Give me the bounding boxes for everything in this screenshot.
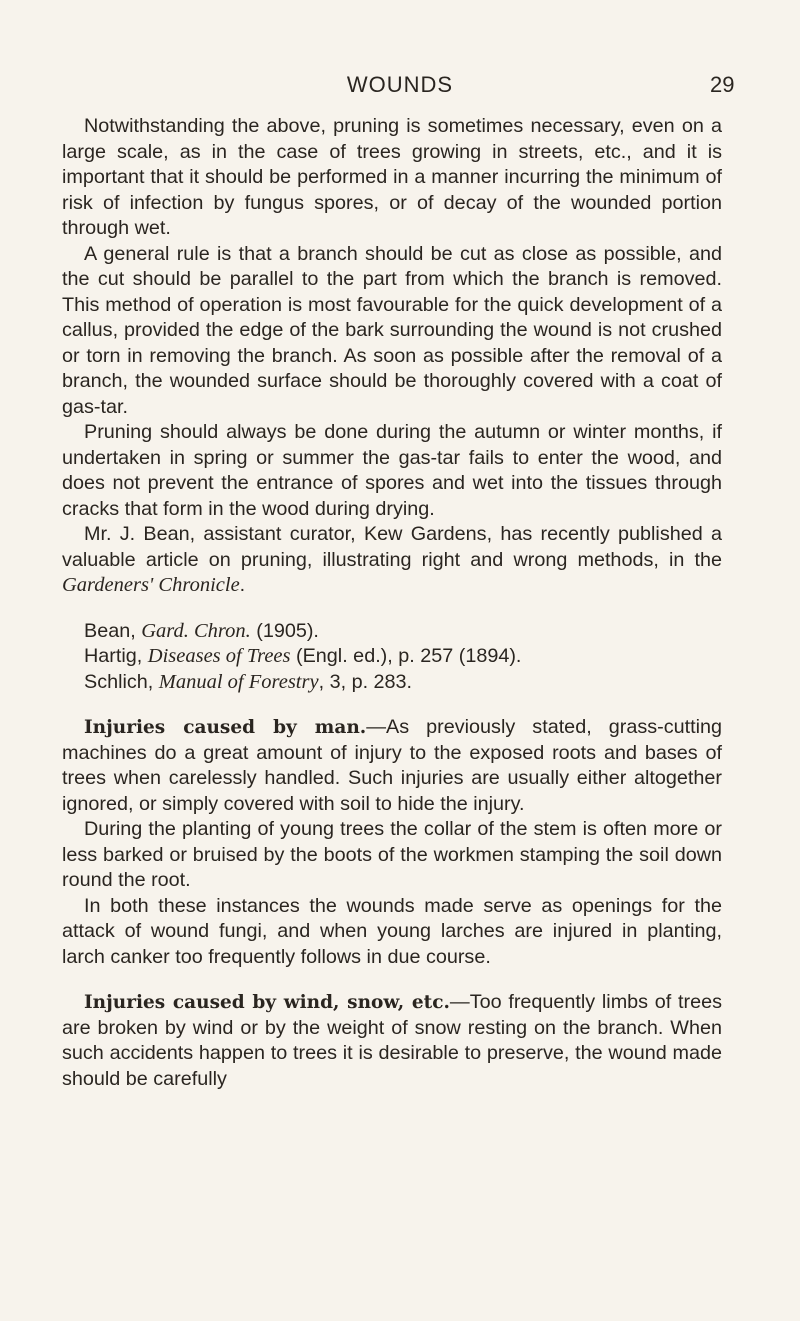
section-heading: Injuries caused by wind, snow, etc.	[84, 992, 450, 1013]
paragraph: During the planting of young trees the collar of the stem is often more or less barked or bruised by the boots of the workmen stamping the soil down round the root.	[62, 818, 722, 891]
section-heading: Injuries caused by man.	[84, 717, 367, 738]
paragraph: Pruning should always be done during the autumn or winter months, if undertaken in spring or summer the gas-tar fails to enter the wood, and does not prevent the entrance of spores and wet into the tissues through cracks that form in the wood during drying.	[62, 421, 722, 520]
paragraph-text: —Too frequently limbs of trees are broken by wind or by the weight of snow resting on the branch. When such accidents happen to trees it is desirable to preserve, the wound made should be carefully	[62, 991, 722, 1090]
paragraph	[62, 715, 722, 817]
paragraph-text: —As previously stated, grass-cutting machines do a great amount of injury to the exposed roots and bases of trees when carelessly handled. Such injuries are usually either altogether ignored, or simply covered with soil to hide the injury.	[62, 716, 722, 815]
body-text	[62, 114, 722, 1092]
reference-item	[62, 670, 722, 696]
reference-detail: , 3, p. 283.	[318, 670, 413, 693]
reference-detail: (Engl. ed.), p. 257 (1894).	[296, 645, 522, 667]
paragraph-text: Mr. J. Bean, assistant curator, Kew Gardens, has recently published a valuable article on pruning, illustrating right and wrong methods, in the	[62, 523, 722, 571]
references	[62, 619, 722, 696]
reference-detail: (1905).	[256, 619, 319, 642]
section-injuries-by-wind	[62, 990, 722, 1092]
paragraph: In both these instances the wounds made serve as openings for the attack of wound fungi, and when young larches are injured in planting, larch canker too frequently follows in due course.	[62, 894, 722, 968]
reference-author: Schlich,	[84, 670, 154, 693]
reference-author: Hartig,	[84, 645, 143, 667]
paragraph: A general rule is that a branch should be cut as close as possible, and the cut should be parallel to the part from which the branch is removed. This method of operation is most favourable for the quick development of a callus, provided the edge of the bark surrounding the wound is not crushed or torn in removing the branch. As soon as possible after the removal of a branch, the wounded surface should be thoroughly covered with a coat of gas-tar.	[62, 242, 722, 418]
paragraph	[62, 990, 722, 1092]
reference-work: Manual of Forestry	[158, 670, 319, 693]
running-head: WOUNDS	[346, 72, 454, 97]
reference-work: Gard. Chron.	[141, 619, 251, 642]
paragraph: Notwithstanding the above, pruning is sometimes necessary, even on a large scale, as in the case of trees growing in streets, etc., and it is important that it should be performed in a manner incurring the minimum of risk of infection by fungus spores, or of decay of the wounded portion through wet.	[62, 115, 722, 239]
reference-author: Bean,	[84, 619, 136, 642]
journal-title: Gardeners' Chronicle	[62, 574, 240, 596]
section-injuries-by-man	[62, 715, 722, 970]
paragraph-end: .	[239, 574, 246, 596]
reference-item	[62, 644, 722, 670]
reference-work: Diseases of Trees	[147, 645, 291, 667]
reference-item	[62, 619, 722, 645]
page-number: 29	[710, 72, 735, 97]
paragraph	[62, 522, 722, 599]
